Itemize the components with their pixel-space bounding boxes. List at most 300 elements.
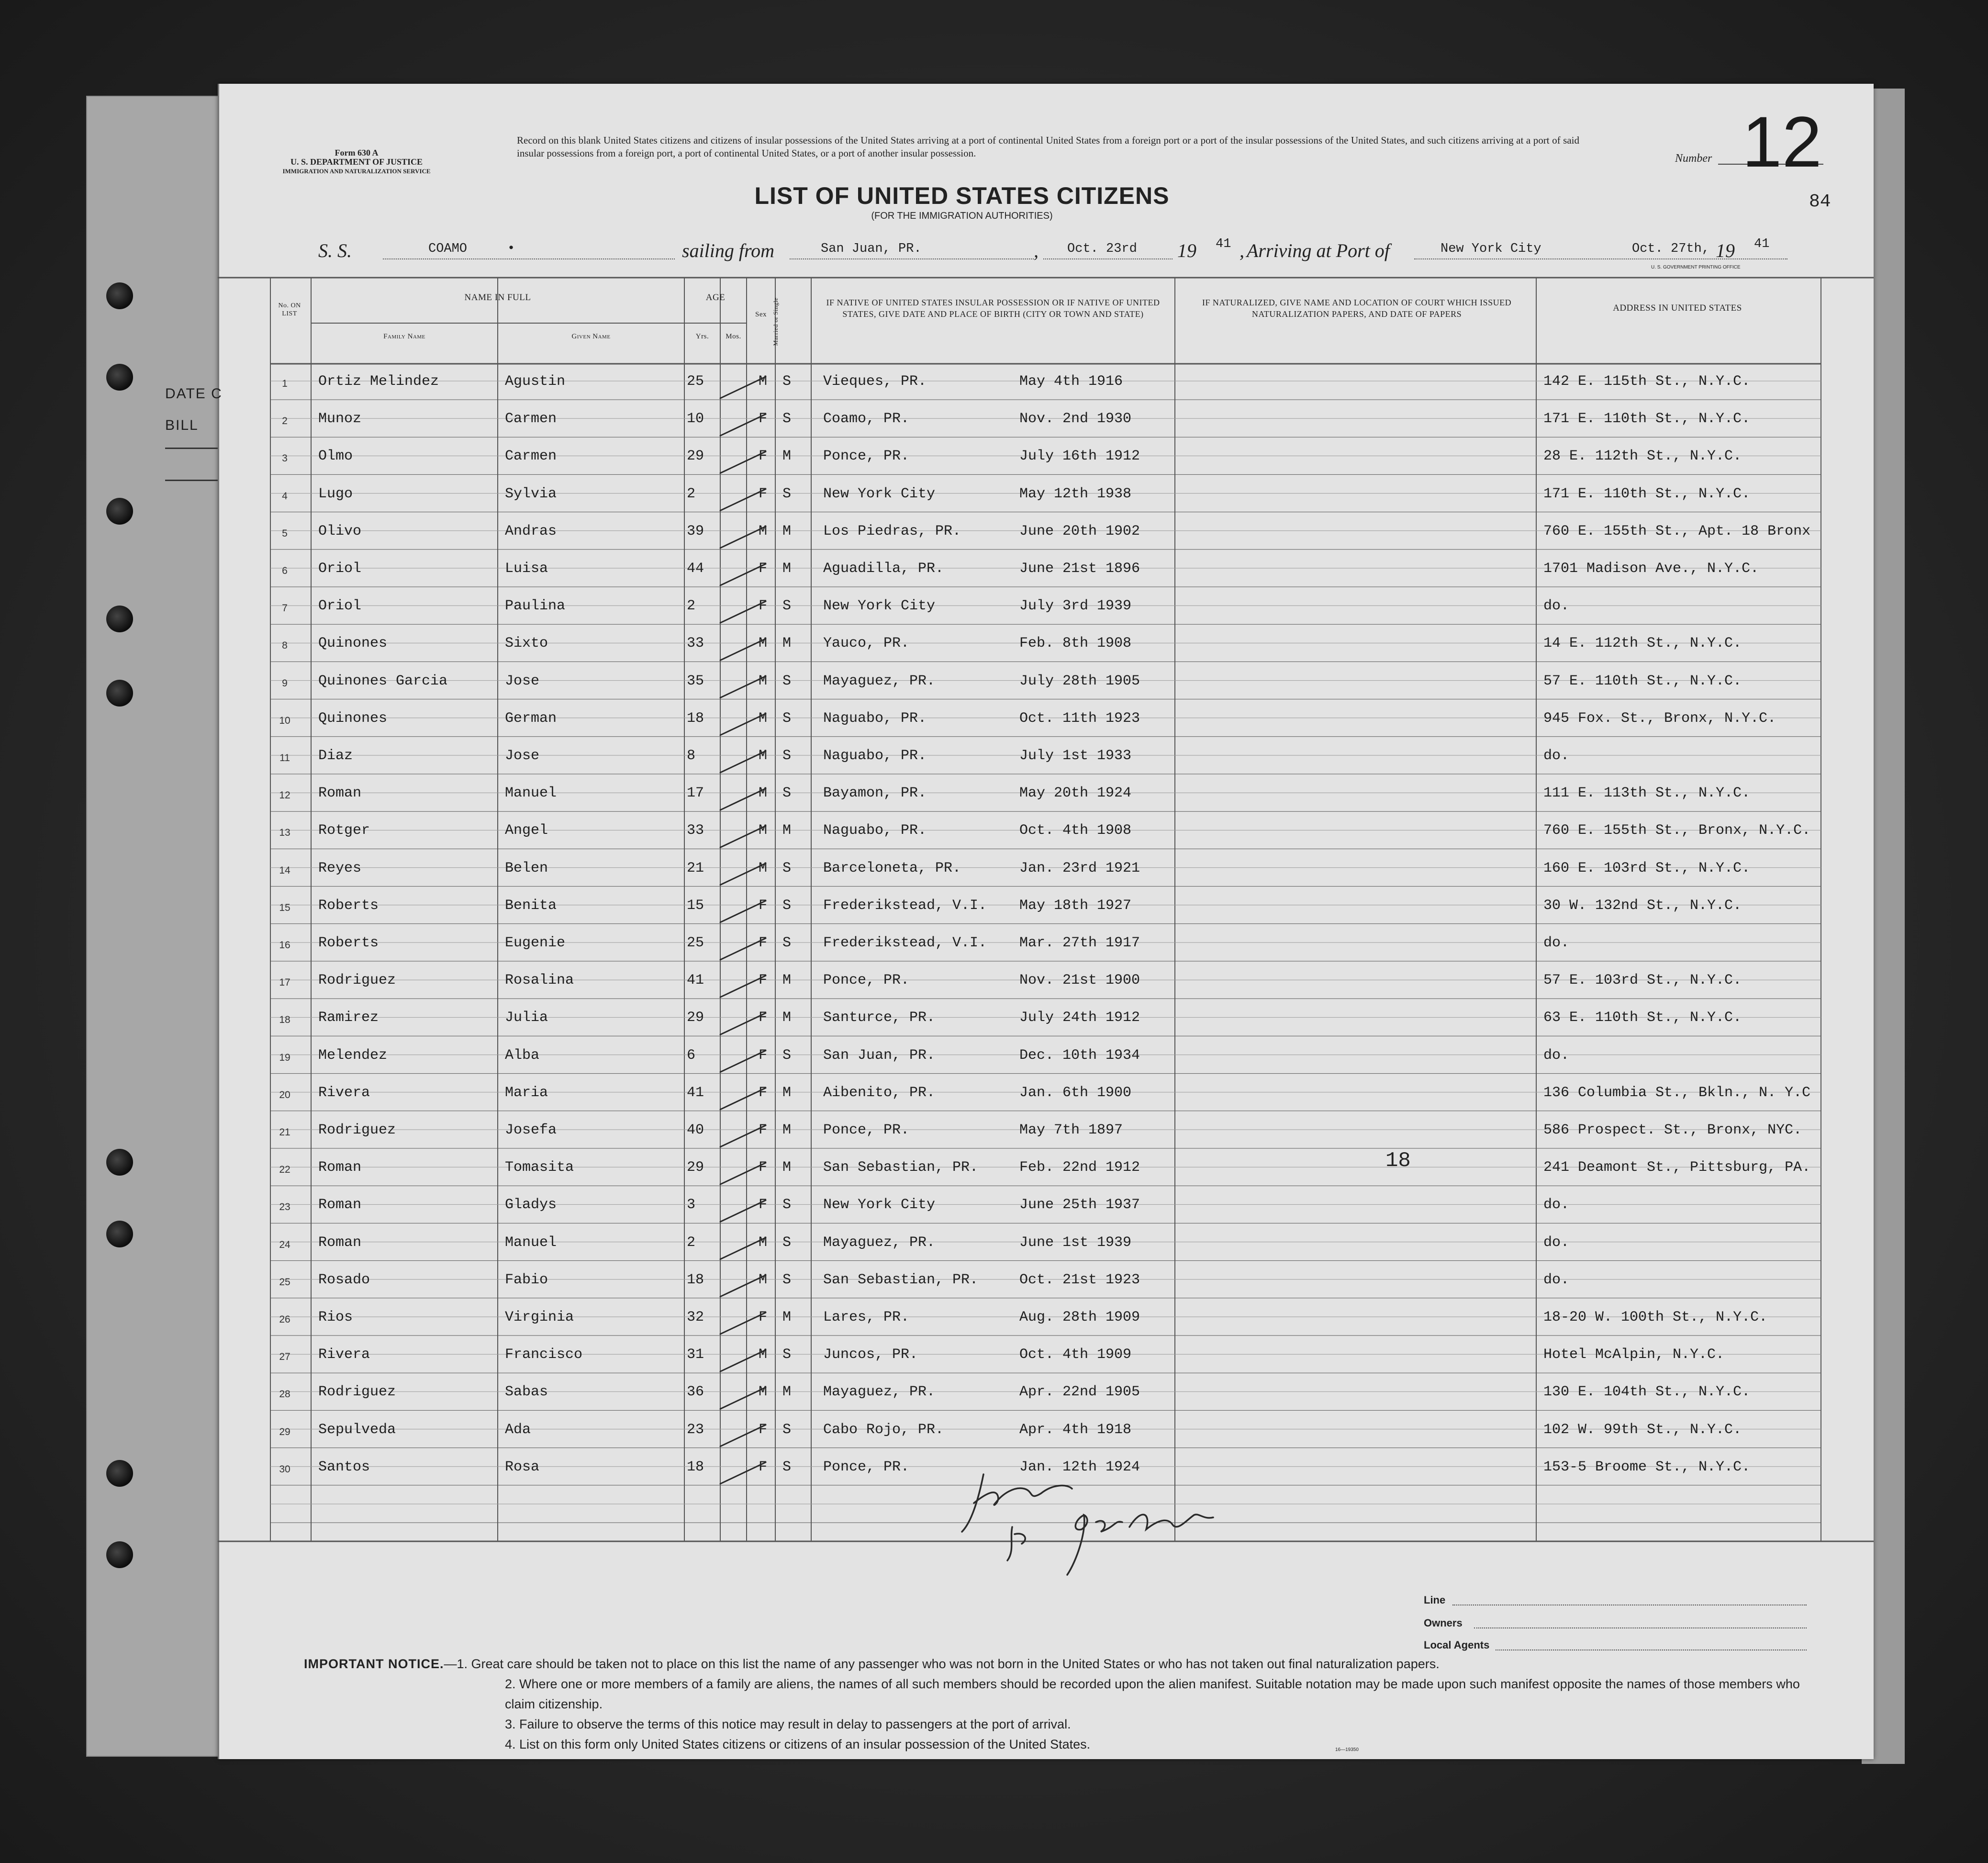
number-label: Number (1675, 152, 1712, 165)
age-years: 18 (687, 710, 704, 727)
birth-place: San Juan, PR. (823, 1047, 936, 1064)
given-name: Jose (505, 748, 540, 764)
age-years: 29 (687, 448, 704, 465)
footer-code: 16—19350 (1335, 1747, 1359, 1752)
age-years: 29 (687, 1010, 704, 1026)
sex-value: M (759, 822, 768, 839)
sex-value: F (759, 485, 768, 502)
line-label: Line (1424, 1594, 1446, 1606)
family-name: Roberts (318, 935, 379, 951)
address-value: 130 E. 104th St., N.Y.C. (1543, 1384, 1751, 1401)
birth-place: New York City (823, 485, 936, 502)
marital-status: M (782, 972, 792, 989)
birth-place: Ponce, PR. (823, 1459, 910, 1475)
family-name: Melendez (318, 1047, 388, 1064)
marital-status: S (782, 1197, 792, 1213)
row-number: 20 (279, 1089, 290, 1100)
sailing-from-label: sailing from (682, 240, 774, 261)
marital-status: S (782, 860, 792, 876)
address-value: 18-20 W. 100th St., N.Y.C. (1543, 1309, 1768, 1325)
family-name: Quinones (318, 710, 388, 727)
marital-status: S (782, 1421, 792, 1438)
family-name: Roman (318, 1159, 362, 1176)
age-years: 3 (687, 1197, 696, 1213)
birth-date: Jan. 12th 1924 (1019, 1459, 1140, 1475)
birth-place: Coamo, PR. (823, 411, 910, 427)
birth-date: June 25th 1937 (1019, 1197, 1140, 1213)
from-date: Oct. 23rd (1067, 242, 1137, 256)
family-name: Rodriguez (318, 1384, 396, 1401)
row-number: 8 (282, 640, 288, 651)
marital-status: S (782, 373, 792, 390)
birth-place: Naguabo, PR. (823, 822, 927, 839)
col-sex-header: Sex (755, 311, 767, 318)
marital-status: M (782, 1084, 792, 1101)
family-name: Roberts (318, 897, 379, 914)
address-value: 945 Fox. St., Bronx, N.Y.C. (1543, 710, 1776, 727)
checkmark-stroke (720, 564, 766, 585)
marital-status: M (782, 822, 792, 839)
age-years: 8 (687, 748, 696, 764)
given-name: Agustin (505, 373, 566, 390)
marital-status: M (782, 523, 792, 539)
birth-date: Oct. 4th 1908 (1019, 822, 1132, 839)
checkmark-stroke (720, 1275, 766, 1297)
checkmark-stroke (720, 714, 766, 735)
sex-value: M (759, 785, 768, 802)
marital-status: S (782, 897, 792, 914)
sex-value: M (759, 635, 768, 652)
checkmark-stroke (720, 1462, 766, 1484)
checkmark-stroke (720, 1051, 766, 1072)
row-number: 29 (279, 1426, 290, 1437)
checkmark-stroke (720, 676, 766, 698)
col-given-header: Given Name (571, 333, 611, 340)
sex-value: F (759, 972, 768, 989)
given-name: Belen (505, 860, 548, 876)
family-name: Roman (318, 1234, 362, 1251)
row-number: 5 (282, 527, 288, 539)
address-value: do. (1543, 1271, 1570, 1288)
address-value: 171 E. 110th St., N.Y.C. (1543, 411, 1751, 427)
sex-value: M (759, 748, 768, 764)
address-value: 57 E. 103rd St., N.Y.C. (1543, 972, 1742, 989)
birth-place: Ponce, PR. (823, 448, 910, 465)
given-name: Tomasita (505, 1159, 574, 1176)
birth-date: July 1st 1933 (1019, 748, 1132, 764)
sex-value: F (759, 1309, 768, 1325)
age-years: 17 (687, 785, 704, 802)
checkmark-stroke (720, 751, 766, 773)
birth-place: Mayaguez, PR. (823, 1234, 936, 1251)
marital-status: S (782, 1234, 792, 1251)
marital-status: S (782, 598, 792, 615)
marital-status: S (782, 673, 792, 689)
birth-place: Santurce, PR. (823, 1010, 936, 1026)
col-yrs-header: Yrs. (695, 333, 709, 340)
birth-date: Dec. 10th 1934 (1019, 1047, 1140, 1064)
owners-field-line (1474, 1627, 1807, 1628)
age-years: 10 (687, 411, 704, 427)
marital-status: M (782, 448, 792, 465)
given-name: Rosalina (505, 972, 574, 989)
family-name: Rivera (318, 1084, 370, 1101)
sex-value: F (759, 1197, 768, 1213)
age-years: 25 (687, 935, 704, 951)
age-years: 41 (687, 972, 704, 989)
sex-value: M (759, 673, 768, 689)
page-title: LIST OF UNITED STATES CITIZENS (754, 182, 1170, 209)
printing-office: U. S. GOVERNMENT PRINTING OFFICE (1651, 265, 1741, 270)
notice-title: IMPORTANT NOTICE. (304, 1657, 444, 1671)
given-name: Benita (505, 897, 557, 914)
birth-date: May 18th 1927 (1019, 897, 1132, 914)
checkmark-stroke (720, 601, 766, 623)
address-value: 30 W. 132nd St., N.Y.C. (1543, 897, 1742, 914)
checkmark-stroke (720, 976, 766, 997)
sex-value: F (759, 897, 768, 914)
birth-place: Los Piedras, PR. (823, 523, 961, 539)
given-name: Alba (505, 1047, 540, 1064)
col-birth-header: IF NATIVE OF UNITED STATES INSULAR POSSESSION OR IF NATIVE OF UNITED STATES, GIVE DATE AND PLACE OF BIRTH (CITY OR TOWN AND STATE) (826, 298, 1160, 319)
address-value: do. (1543, 598, 1570, 615)
address-value: Hotel McAlpin, N.Y.C. (1543, 1347, 1725, 1363)
family-name: Sepulveda (318, 1421, 396, 1438)
given-name: Jose (505, 673, 540, 689)
family-name: Rotger (318, 822, 370, 839)
birth-place: Frederikstead, V.I. (823, 897, 987, 914)
marital-status: M (782, 1309, 792, 1325)
family-name: Ortiz Melindez (318, 373, 439, 390)
age-years: 2 (687, 485, 696, 502)
given-name: Carmen (505, 448, 557, 465)
birth-date: Aug. 28th 1909 (1019, 1309, 1140, 1325)
row-number: 11 (279, 752, 290, 763)
checkmark-stroke (720, 1425, 766, 1447)
birth-date: June 21st 1896 (1019, 561, 1140, 577)
birth-place: San Sebastian, PR. (823, 1271, 979, 1288)
address-value: 760 E. 155th St., Apt. 18 Bronx (1543, 523, 1811, 539)
from-port: San Juan, PR. (821, 242, 922, 256)
row-number: 27 (279, 1351, 290, 1363)
birth-place: Naguabo, PR. (823, 710, 927, 727)
checkmark-stroke (720, 1238, 766, 1259)
arrival-date: Oct. 27th, (1632, 242, 1710, 256)
family-name: Ramirez (318, 1010, 379, 1026)
col-married-header: Married or Single (772, 297, 779, 346)
marital-status: M (782, 561, 792, 577)
side-strip-line2: BILL (165, 417, 199, 433)
birth-date: Jan. 6th 1900 (1019, 1084, 1132, 1101)
row-number: 25 (279, 1276, 290, 1288)
checkmark-strokes (720, 377, 766, 1484)
family-name: Olmo (318, 448, 353, 465)
important-notice (304, 1654, 1816, 1754)
marital-status: S (782, 1347, 792, 1363)
agents-label: Local Agents (1424, 1639, 1490, 1651)
address-value: 136 Columbia St., Bkln., N. Y.C (1543, 1084, 1811, 1101)
address-value: 171 E. 110th St., N.Y.C. (1543, 485, 1751, 502)
checkmark-stroke (720, 1387, 766, 1409)
given-name: German (505, 710, 557, 727)
age-years: 35 (687, 673, 704, 689)
birth-place: Barceloneta, PR. (823, 860, 961, 876)
age-years: 23 (687, 1421, 704, 1438)
col-address-header: ADDRESS IN UNITED STATES (1613, 303, 1742, 313)
ss-label: S. S. (318, 240, 352, 261)
row-number: 9 (282, 677, 288, 689)
year-suffix: 41 (1216, 237, 1231, 251)
owners-label: Owners (1424, 1617, 1463, 1629)
birth-place: Aguadilla, PR. (823, 561, 944, 577)
sex-value: M (759, 373, 768, 390)
sex-value: F (759, 1047, 768, 1064)
address-value: 28 E. 112th St., N.Y.C. (1543, 448, 1742, 465)
marital-status: M (782, 635, 792, 652)
family-name: Quinones Garcia (318, 673, 448, 689)
marital-status: S (782, 785, 792, 802)
notice-item-2: 2. Where one or more members of a family are aliens, the names of all such members should be recorded upon the alien manifest. Suitable notation may be made upon such manifest opposite the names of those members who claim citizenship. (505, 1677, 1800, 1711)
family-name: Rodriguez (318, 972, 396, 989)
address-value: 111 E. 113th St., N.Y.C. (1543, 785, 1751, 802)
sex-value: F (759, 448, 768, 465)
birth-date: Nov. 2nd 1930 (1019, 411, 1132, 427)
birth-place: Aibenito, PR. (823, 1084, 936, 1101)
row-number: 30 (279, 1463, 290, 1475)
age-years: 31 (687, 1347, 704, 1363)
side-strip-line1: DATE C (165, 386, 223, 402)
given-name: Julia (505, 1010, 548, 1026)
birth-place: Mayaguez, PR. (823, 673, 936, 689)
sex-value: F (759, 598, 768, 615)
ship-mark: • (507, 242, 515, 256)
given-name: Manuel (505, 785, 557, 802)
family-name: Olivo (318, 523, 362, 539)
given-name: Manuel (505, 1234, 557, 1251)
age-years: 33 (687, 822, 704, 839)
address-value: 760 E. 155th St., Bronx, N.Y.C. (1543, 822, 1811, 839)
address-value: do. (1543, 748, 1570, 764)
marital-status: S (782, 935, 792, 951)
birth-place: Frederikstead, V.I. (823, 935, 987, 951)
service-name: IMMIGRATION AND NATURALIZATION SERVICE (282, 168, 431, 175)
birth-place: Cabo Rojo, PR. (823, 1421, 944, 1438)
arrival-port: New York City (1441, 242, 1541, 256)
birth-date: Oct. 11th 1923 (1019, 710, 1140, 727)
family-name: Rosado (318, 1271, 370, 1288)
marital-status: S (782, 748, 792, 764)
record-note: Record on this blank United States citizens and citizens of insular possessions of the United States arriving at a port of continental United States from a foreign port or a port of the insular possessions of the United States, and such citizens arriving at a port of said insular possessions from a foreign port, a port of continental United States, or a port of another insular possession. (517, 135, 1579, 159)
age-years: 25 (687, 373, 704, 390)
checkmark-stroke (720, 1200, 766, 1222)
family-name: Munoz (318, 411, 362, 427)
row-number: 26 (279, 1314, 290, 1325)
checkmark-stroke (720, 451, 766, 473)
page-subtitle: (FOR THE IMMIGRATION AUTHORITIES) (871, 211, 1053, 221)
family-name: Oriol (318, 598, 362, 615)
row-number: 6 (282, 565, 288, 576)
age-years: 2 (687, 1234, 696, 1251)
col-name-header: NAME IN FULL (464, 292, 531, 303)
birth-date: Apr. 4th 1918 (1019, 1421, 1132, 1438)
checkmark-stroke (720, 901, 766, 922)
given-name: Francisco (505, 1347, 583, 1363)
birth-date: May 4th 1916 (1019, 373, 1123, 390)
age-years: 32 (687, 1309, 704, 1325)
given-name: Paulina (505, 598, 566, 615)
family-name: Reyes (318, 860, 362, 876)
family-name: Roman (318, 1197, 362, 1213)
checkmark-stroke (720, 527, 766, 548)
birth-place: Juncos, PR. (823, 1347, 918, 1363)
family-name: Roman (318, 785, 362, 802)
ship-name: COAMO (428, 242, 468, 256)
family-name: Rivera (318, 1347, 370, 1363)
birth-place: New York City (823, 1197, 936, 1213)
notice-item-1: —1. Great care should be taken not to place on this list the name of any passenger who was not born in the United States or who has not taken out final naturalization papers. (444, 1657, 1440, 1671)
sex-value: M (759, 1234, 768, 1251)
year-suffix-2: 41 (1754, 237, 1770, 251)
marital-status: S (782, 1047, 792, 1064)
age-years: 44 (687, 561, 704, 577)
col-no-header: No. ON LIST (278, 302, 301, 317)
sex-value: M (759, 710, 768, 727)
sex-value: F (759, 1159, 768, 1176)
row-number: 3 (282, 453, 288, 464)
col-mos-header: Mos. (726, 333, 741, 340)
row-number: 15 (279, 902, 290, 913)
address-value: 57 E. 110th St., N.Y.C. (1543, 673, 1742, 689)
birth-place: Ponce, PR. (823, 972, 910, 989)
birth-place: Lares, PR. (823, 1309, 910, 1325)
given-name: Ada (505, 1421, 531, 1438)
checkmark-stroke (720, 639, 766, 660)
age-years: 36 (687, 1384, 704, 1401)
birth-date: Feb. 8th 1908 (1019, 635, 1132, 652)
birth-date: July 16th 1912 (1019, 448, 1140, 465)
birth-date: Oct. 4th 1909 (1019, 1347, 1132, 1363)
age-years: 15 (687, 897, 704, 914)
arriving-label: Arriving at Port of (1247, 240, 1390, 261)
given-name: Andras (505, 523, 557, 539)
family-name: Rodriguez (318, 1122, 396, 1138)
col-age-header: AGE (705, 292, 726, 303)
birth-date: July 28th 1905 (1019, 673, 1140, 689)
marital-status: S (782, 1271, 792, 1288)
birth-place: New York City (823, 598, 936, 615)
birth-place: Yauco, PR. (823, 635, 910, 652)
checkmark-stroke (720, 1313, 766, 1334)
birth-date: May 12th 1938 (1019, 485, 1132, 502)
given-name: Gladys (505, 1197, 557, 1213)
birth-date: Feb. 22nd 1912 (1019, 1159, 1140, 1176)
form-number: Form 630 A (335, 148, 379, 157)
birth-date: July 24th 1912 (1019, 1010, 1140, 1026)
row-number: 1 (282, 378, 288, 389)
col-naturalized-header: IF NATURALIZED, GIVE NAME AND LOCATION OF COURT WHICH ISSUED NATURALIZATION PAPERS, AND DATE OF PAPERS (1202, 298, 1512, 319)
given-name: Fabio (505, 1271, 548, 1288)
address-value: 14 E. 112th St., N.Y.C. (1543, 635, 1742, 652)
sex-value: M (759, 860, 768, 876)
sex-value: M (759, 1271, 768, 1288)
row-number: 28 (279, 1389, 290, 1400)
address-value: do. (1543, 935, 1570, 951)
given-name: Sixto (505, 635, 548, 652)
birth-place: Naguabo, PR. (823, 748, 927, 764)
address-value: 153-5 Broome St., N.Y.C. (1543, 1459, 1751, 1475)
year-prefix-2: 19 (1716, 240, 1735, 261)
address-value: 1701 Madison Ave., N.Y.C. (1543, 561, 1759, 577)
family-name: Santos (318, 1459, 370, 1475)
address-value: 586 Prospect. St., Bronx, NYC. (1543, 1122, 1802, 1138)
age-years: 18 (687, 1271, 704, 1288)
age-years: 6 (687, 1047, 696, 1064)
sex-value: M (759, 1347, 768, 1363)
sex-value: F (759, 1122, 768, 1138)
birth-date: Apr. 22nd 1905 (1019, 1384, 1140, 1401)
checkmark-stroke (720, 377, 766, 398)
notice-item-4: 4. List on this form only United States citizens or citizens of an insular possession of the United States. (505, 1737, 1091, 1751)
given-name: Virginia (505, 1309, 574, 1325)
address-value: do. (1543, 1047, 1570, 1064)
sex-value: F (759, 561, 768, 577)
checkmark-stroke (720, 1350, 766, 1371)
checkmark-stroke (720, 826, 766, 847)
address-value: do. (1543, 1197, 1570, 1213)
comma-separator: , (1034, 240, 1039, 261)
row-number: 18 (279, 1014, 290, 1026)
marital-status: S (782, 1459, 792, 1475)
sex-value: M (759, 1384, 768, 1401)
checkmark-stroke (720, 1013, 766, 1034)
address-value: 63 E. 110th St., N.Y.C. (1543, 1010, 1742, 1026)
birth-place: Mayaguez, PR. (823, 1384, 936, 1401)
sex-value: M (759, 523, 768, 539)
row-number: 17 (279, 977, 290, 988)
birth-date: May 20th 1924 (1019, 785, 1132, 802)
marital-status: M (782, 1122, 792, 1138)
list-number: 12 (1742, 101, 1822, 182)
given-name: Luisa (505, 561, 548, 577)
birth-date: Oct. 21st 1923 (1019, 1271, 1140, 1288)
department-name: U. S. DEPARTMENT OF JUSTICE (290, 157, 423, 167)
checkmark-stroke (720, 1125, 766, 1147)
marital-status: M (782, 1159, 792, 1176)
checkmark-stroke (720, 788, 766, 810)
sex-value: F (759, 1084, 768, 1101)
year-prefix: 19 (1177, 240, 1196, 261)
given-name: Carmen (505, 411, 557, 427)
annotation-number: 18 (1385, 1149, 1411, 1173)
marital-status: S (782, 485, 792, 502)
given-name: Angel (505, 822, 548, 839)
age-years: 2 (687, 598, 696, 615)
address-value: 160 E. 103rd St., N.Y.C. (1543, 860, 1751, 876)
age-years: 29 (687, 1159, 704, 1176)
row-number: 21 (279, 1127, 290, 1138)
checkmark-stroke (720, 864, 766, 885)
row-number: 10 (279, 715, 290, 726)
checkmark-stroke (720, 938, 766, 960)
row-number: 19 (279, 1052, 290, 1063)
age-years: 39 (687, 523, 704, 539)
family-name: Lugo (318, 485, 353, 502)
col-family-header: Family Name (383, 333, 425, 340)
birth-place: Ponce, PR. (823, 1122, 910, 1138)
row-number: 12 (279, 790, 290, 801)
row-number: 13 (279, 827, 290, 839)
row-number: 22 (279, 1164, 290, 1176)
